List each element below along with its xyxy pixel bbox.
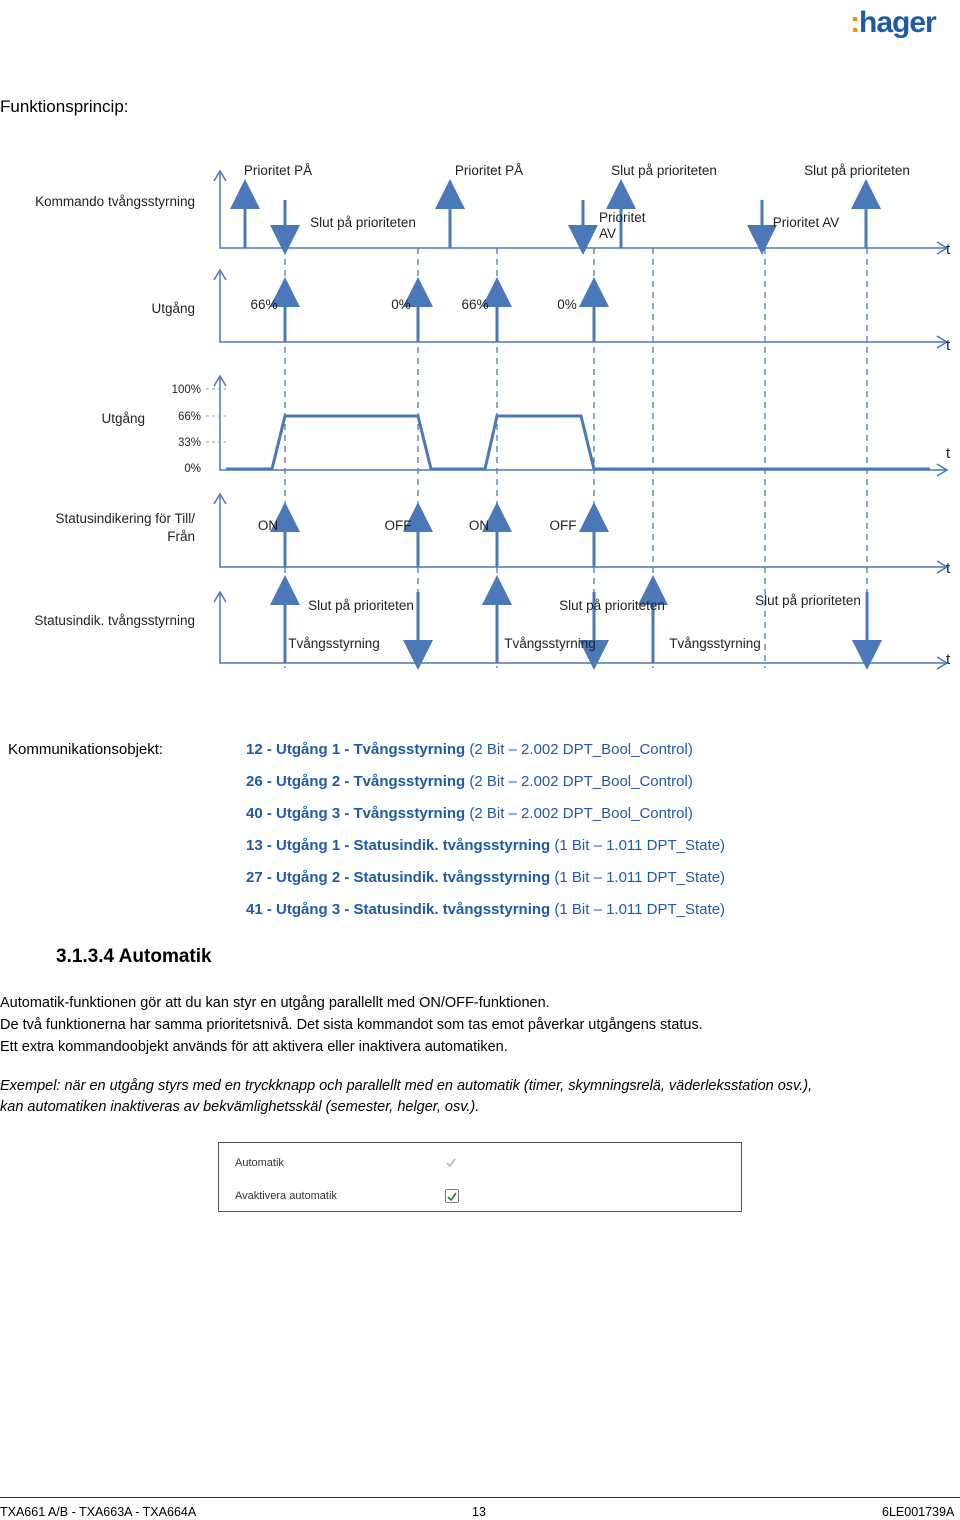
row4-axis [214, 494, 947, 573]
row2-value-4: 0% [557, 297, 577, 312]
row2-t-label: t [946, 337, 951, 354]
row1-top-label-4: Slut på prioriteten [804, 163, 910, 178]
check-icon [446, 1191, 458, 1203]
row4-label-line2: Från [167, 529, 195, 544]
row1-bottom-label-1: Slut på prioriteten [310, 215, 416, 230]
row1-bottom-label-2a: Prioritet [599, 210, 646, 225]
footer-page-number: 13 [472, 1505, 486, 1519]
row3-level-ticks [206, 389, 226, 442]
footer-left: TXA661 A/B - TXA663A - TXA664A [0, 1505, 197, 1519]
settings-panel [218, 1142, 742, 1212]
comm-object-2: 26 - Utgång 2 - Tvångsstyrning (2 Bit – 2.002 DPT_Bool_Control) [246, 773, 693, 790]
hager-logo: :hager [850, 6, 936, 39]
paragraph-2: De två funktionerna har samma prioritetsnivå. Det sista kommandot som tas emot påverkar utgångens status. [0, 1017, 703, 1033]
row2-value-1: 66% [250, 297, 278, 312]
automatik-label: Automatik [235, 1157, 284, 1169]
row5-bottom-label-1: Tvångsstyrning [288, 636, 380, 651]
timing-diagram [0, 150, 960, 690]
row1-t-label: t [946, 241, 951, 258]
row4-value-3: ON [468, 518, 490, 533]
row2-arrows [285, 292, 594, 342]
row5-top-label-2: Slut på prioriteten [559, 598, 665, 613]
row1-top-label-3: Slut på prioriteten [611, 163, 717, 178]
row3-level-0: 0% [184, 463, 201, 475]
footer-divider [0, 1497, 960, 1498]
row4-arrows [285, 517, 594, 567]
row2-axis [214, 270, 947, 348]
row5-top-label-1: Slut på prioriteten [308, 598, 414, 613]
row2-value-3: 66% [461, 297, 489, 312]
comm-object-4: 13 - Utgång 1 - Statusindik. tvångsstyrning (1 Bit – 1.011 DPT_State) [246, 837, 726, 854]
row4-value-2: OFF [384, 518, 412, 533]
row5-label: Statusindik. tvångsstyrning [34, 613, 195, 628]
example-line-2: kan automatiken inaktiveras av bekvämlighetsskäl (semester, helger, osv.). [0, 1099, 480, 1115]
row3-level-100: 100% [171, 384, 201, 396]
row1-bottom-label-2b: AV [599, 226, 617, 241]
section-heading: 3.1.3.4 Automatik [56, 946, 212, 967]
row4-t-label: t [946, 560, 951, 577]
section-title: Funktionsprincip: [0, 97, 129, 116]
row3-level-33: 33% [177, 437, 201, 449]
footer-right: 6LE001739A [882, 1505, 955, 1519]
row5-t-label: t [946, 651, 951, 668]
paragraph-1: Automatik-funktionen gör att du kan styr en utgång parallellt med ON/OFF-funktionen. [0, 995, 550, 1011]
row1-top-label-2: Prioritet PÅ [454, 163, 524, 178]
kommunikation-label: Kommunikationsobjekt: [8, 741, 164, 758]
check-icon [445, 1157, 457, 1169]
row4-value-4: OFF [549, 518, 577, 533]
example-line-1: Exempel: när en utgång styrs med en tryckknapp och parallellt med en automatik (timer, skymningsrelä, väderleksstation osv.), [0, 1078, 813, 1094]
row1-bottom-label-3: Prioritet AV [772, 215, 840, 230]
paragraph-3: Ett extra kommandoobjekt används för att aktivera eller inaktivera automatiken. [0, 1039, 508, 1055]
row1-label: Kommando tvångsstyrning [35, 194, 195, 209]
comm-object-1: 12 - Utgång 1 - Tvångsstyrning (2 Bit – 2.002 DPT_Bool_Control) [246, 741, 693, 758]
avaktivera-automatik-label: Avaktivera automatik [235, 1190, 337, 1202]
row3-axis [214, 376, 947, 476]
row1-top-label-1: Prioritet PÅ [243, 163, 313, 178]
row1-axis [214, 171, 947, 254]
row2-value-2: 0% [391, 297, 411, 312]
output-waveform [226, 416, 930, 469]
row3-label: Utgång [101, 411, 145, 426]
comm-object-5: 27 - Utgång 2 - Statusindik. tvångsstyrning (1 Bit – 1.011 DPT_State) [246, 869, 726, 886]
row2-label: Utgång [151, 301, 195, 316]
row3-t-label: t [946, 445, 951, 462]
row4-label-line1: Statusindikering för Till/ [55, 511, 195, 526]
row5-bottom-label-3: Tvångsstyrning [669, 636, 761, 651]
row5-bottom-label-2: Tvångsstyrning [504, 636, 596, 651]
row5-top-label-3: Slut på prioriteten [755, 593, 861, 608]
avaktivera-automatik-checkbox[interactable] [445, 1189, 459, 1203]
row3-level-66: 66% [177, 411, 201, 423]
comm-object-3: 40 - Utgång 3 - Tvångsstyrning (2 Bit – 2.002 DPT_Bool_Control) [246, 805, 693, 822]
automatik-checkbox[interactable] [445, 1156, 457, 1168]
row4-value-1: ON [257, 518, 279, 533]
comm-object-6: 41 - Utgång 3 - Statusindik. tvångsstyrning (1 Bit – 1.011 DPT_State) [246, 901, 726, 918]
